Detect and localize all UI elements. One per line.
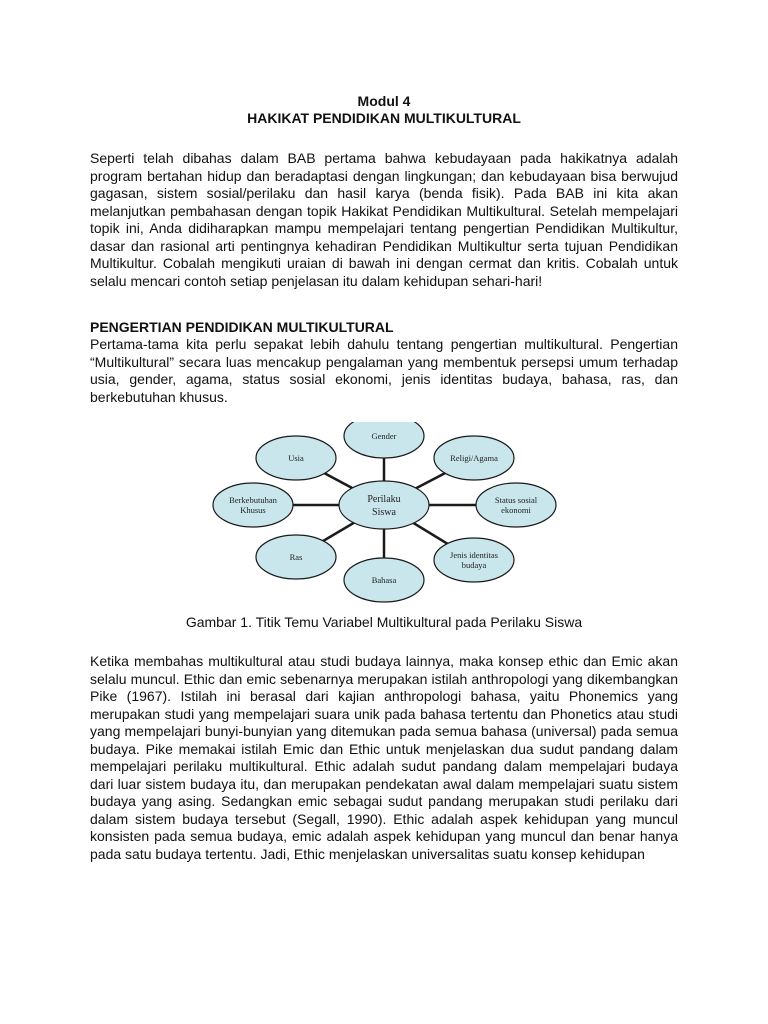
label-ras: Ras bbox=[289, 552, 303, 562]
section-heading: PENGERTIAN PENDIDIKAN MULTIKULTURAL bbox=[90, 319, 394, 335]
module-label: Modul 4 bbox=[357, 93, 411, 109]
label-jenis-1: Jenis identitas bbox=[450, 550, 498, 560]
label-status-2: ekonomi bbox=[501, 505, 531, 515]
label-status-1: Status sosial bbox=[494, 495, 538, 505]
label-religi: Religi/Agama bbox=[450, 453, 498, 463]
diagram-svg bbox=[90, 422, 678, 607]
label-usia: Usia bbox=[288, 453, 304, 463]
label-berkebutuhan-1: Berkebutuhan bbox=[229, 495, 277, 505]
section-paragraph: Pertama-tama kita perlu sepakat lebih dahulu tentang pengertian multikultural. Pengertian “Multikultural” secara luas mencakup pengalaman yang membentuk persepsi umum terhadap usia, gender, agama, status sosial ekonomi, jenis identitas budaya, bahasa, ras, dan berkebutuhan khusus. bbox=[90, 336, 678, 405]
body-paragraph: Ketika membahas multikultural atau studi budaya lainnya, maka konsep ethic dan Emic akan selalu muncul. Ethic dan emic sebenarnya merupakan istilah anthropologi yang dikembangkan Pike (1967). Istilah ini berasal dari kajian anthropologi bahasa, yaitu Phonemics yang merupakan studi yang mempelajari suara unik pada bahasa tertentu dan Phonetics atau studi yang mempelajari bunyi-bunyian yang ditemukan pada semua bahasa (universal) pada semua budaya. Pike memakai istilah Emic dan Ethic untuk menjelaskan dua sudut pandang dalam mempelajari perilaku multikultural. Ethic adalah sudut pandang dalam mempelajari budaya dari luar sistem budaya itu, dan merupakan pendekatan awal dalam mempelajari suatu sistem budaya yang asing. Sedangkan emic sebagai sudut pandang merupakan studi perilaku dari dalam sistem budaya tersebut (Segall, 1990). Ethic adalah aspek kehidupan yang muncul konsisten pada semua budaya, emic adalah aspek kehidupan yang muncul dan benar hanya pada satu budaya tertentu. Jadi, Ethic menjelaskan universalitas suatu konsep kehidupan bbox=[90, 653, 678, 862]
page-title: HAKIKAT PENDIDIKAN MULTIKULTURAL bbox=[247, 110, 521, 126]
label-berkebutuhan-2: Khusus bbox=[240, 505, 266, 515]
multicultural-diagram bbox=[90, 422, 678, 607]
title-block bbox=[90, 93, 678, 127]
node-center bbox=[339, 481, 429, 529]
label-jenis-2: budaya bbox=[461, 560, 487, 570]
label-bahasa: Bahasa bbox=[371, 575, 397, 585]
label-center-2: Siswa bbox=[372, 507, 396, 518]
label-center-1: Perilaku bbox=[367, 494, 401, 505]
intro-paragraph: Seperti telah dibahas dalam BAB pertama bahwa kebudayaan pada hakikatnya adalah program bertahan hidup dan beradaptasi dengan lingkungan; dan kebudayaan bisa berwujud gagasan, sistem sosial/perilaku dan hasil karya (benda fisik). Pada BAB ini kita akan melanjutkan pembahasan dengan topik Hakikat Pendidikan Multikultural. Setelah mempelajari topik ini, Anda didiharapkan mampu mempelajari tentang pengertian Pendidikan Multikultur, dasar dan rasional arti pentingnya kehadiran Pendidikan Multikultur serta tujuan Pendidikan Multikultur. Cobalah mengikuti uraian di bawah ini dengan cermat dan kritis. Cobalah untuk selalu mencari contoh setiap penjelasan itu dalam kehidupan sehari-hari! bbox=[90, 150, 678, 289]
figure-caption: Gambar 1. Titik Temu Variabel Multikultural pada Perilaku Siswa bbox=[185, 614, 583, 630]
label-gender: Gender bbox=[371, 431, 397, 441]
